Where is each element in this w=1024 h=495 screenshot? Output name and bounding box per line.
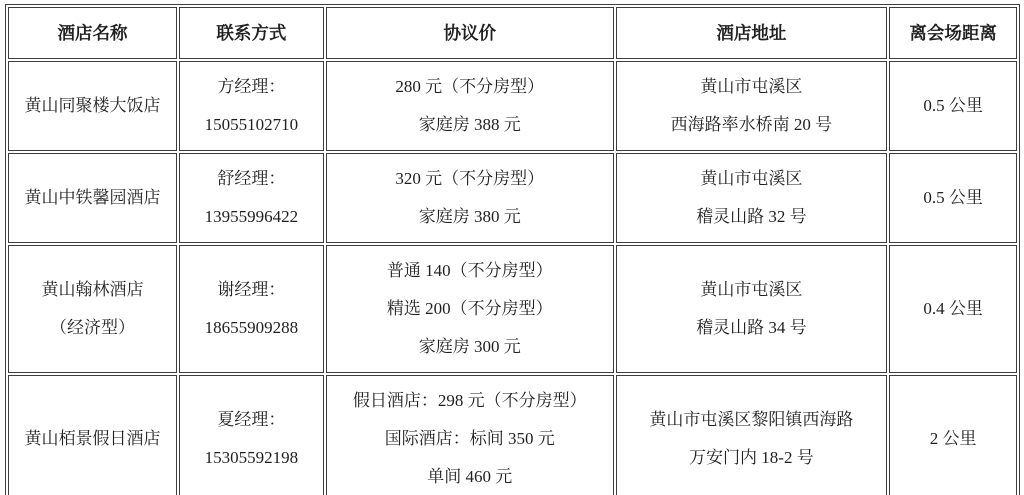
cell-line: 普通 140（不分房型） xyxy=(386,261,553,280)
cell-name xyxy=(8,61,177,151)
cell-line: 稽灵山路 34 号 xyxy=(696,318,807,337)
cell-name xyxy=(8,375,177,495)
cell-line: 方经理： xyxy=(217,77,286,96)
cell-contact xyxy=(179,61,324,151)
cell-line: 国际酒店：标间 350 元 xyxy=(384,429,555,448)
cell-line: 舒经理： xyxy=(217,169,286,188)
cell-distance xyxy=(889,245,1017,373)
cell-line: 0.4 公里 xyxy=(923,299,983,318)
cell-line: 0.5 公里 xyxy=(923,96,983,115)
table-body xyxy=(8,61,1017,495)
cell-line: 家庭房 380 元 xyxy=(418,207,521,226)
cell-address xyxy=(616,153,888,243)
cell-line: 黄山翰林酒店 xyxy=(41,280,144,299)
header-address: 酒店地址 xyxy=(616,7,888,59)
cell-price xyxy=(326,153,614,243)
header-distance: 离会场距离 xyxy=(889,7,1017,59)
table-row xyxy=(8,375,1017,495)
cell-line: 夏经理： xyxy=(217,410,286,429)
cell-line: 2 公里 xyxy=(929,429,977,448)
cell-address xyxy=(616,61,888,151)
cell-line: 万安门内 18-2 号 xyxy=(689,448,814,467)
cell-address xyxy=(616,245,888,373)
cell-line: 黄山中铁馨园酒店 xyxy=(24,188,161,207)
cell-distance xyxy=(889,61,1017,151)
cell-line: 320 元（不分房型） xyxy=(395,169,545,188)
cell-price xyxy=(326,245,614,373)
cell-distance xyxy=(889,375,1017,495)
table-row xyxy=(8,61,1017,151)
cell-line: 15305592198 xyxy=(204,448,299,467)
cell-line: 18655909288 xyxy=(204,318,299,337)
cell-line: 假日酒店：298 元（不分房型） xyxy=(352,391,587,410)
header-price: 协议价 xyxy=(326,7,614,59)
cell-line: 黄山市屯溪区 xyxy=(700,169,803,188)
header-hotel-name: 酒店名称 xyxy=(8,7,177,59)
cell-line: 黄山市屯溪区 xyxy=(700,280,803,299)
cell-line: 黄山栢景假日酒店 xyxy=(24,429,161,448)
cell-contact xyxy=(179,153,324,243)
cell-line: 黄山市屯溪区 xyxy=(700,77,803,96)
cell-line: 家庭房 388 元 xyxy=(418,115,521,134)
cell-line: 单间 460 元 xyxy=(427,467,513,486)
cell-contact xyxy=(179,375,324,495)
cell-line: 0.5 公里 xyxy=(923,188,983,207)
table-row xyxy=(8,245,1017,373)
cell-line: 西海路率水桥南 20 号 xyxy=(670,115,833,134)
cell-line: 黄山市屯溪区黎阳镇西海路 xyxy=(649,410,854,429)
cell-line: 15055102710 xyxy=(204,115,299,134)
cell-distance xyxy=(889,153,1017,243)
cell-line: 黄山同聚楼大饭店 xyxy=(24,96,161,115)
table-header-row xyxy=(8,7,1017,59)
cell-line: 精选 200（不分房型） xyxy=(386,299,553,318)
cell-line: 谢经理： xyxy=(217,280,286,299)
cell-line: 13955996422 xyxy=(204,207,299,226)
cell-address xyxy=(616,375,888,495)
cell-line: 稽灵山路 32 号 xyxy=(696,207,807,226)
header-contact: 联系方式 xyxy=(179,7,324,59)
cell-line: 家庭房 300 元 xyxy=(418,337,521,356)
table-row xyxy=(8,153,1017,243)
hotel-info-table xyxy=(5,4,1020,495)
cell-line: （经济型） xyxy=(50,318,135,337)
cell-contact xyxy=(179,245,324,373)
cell-price xyxy=(326,375,614,495)
cell-price xyxy=(326,61,614,151)
cell-line: 280 元（不分房型） xyxy=(395,77,545,96)
cell-name xyxy=(8,245,177,373)
cell-name xyxy=(8,153,177,243)
